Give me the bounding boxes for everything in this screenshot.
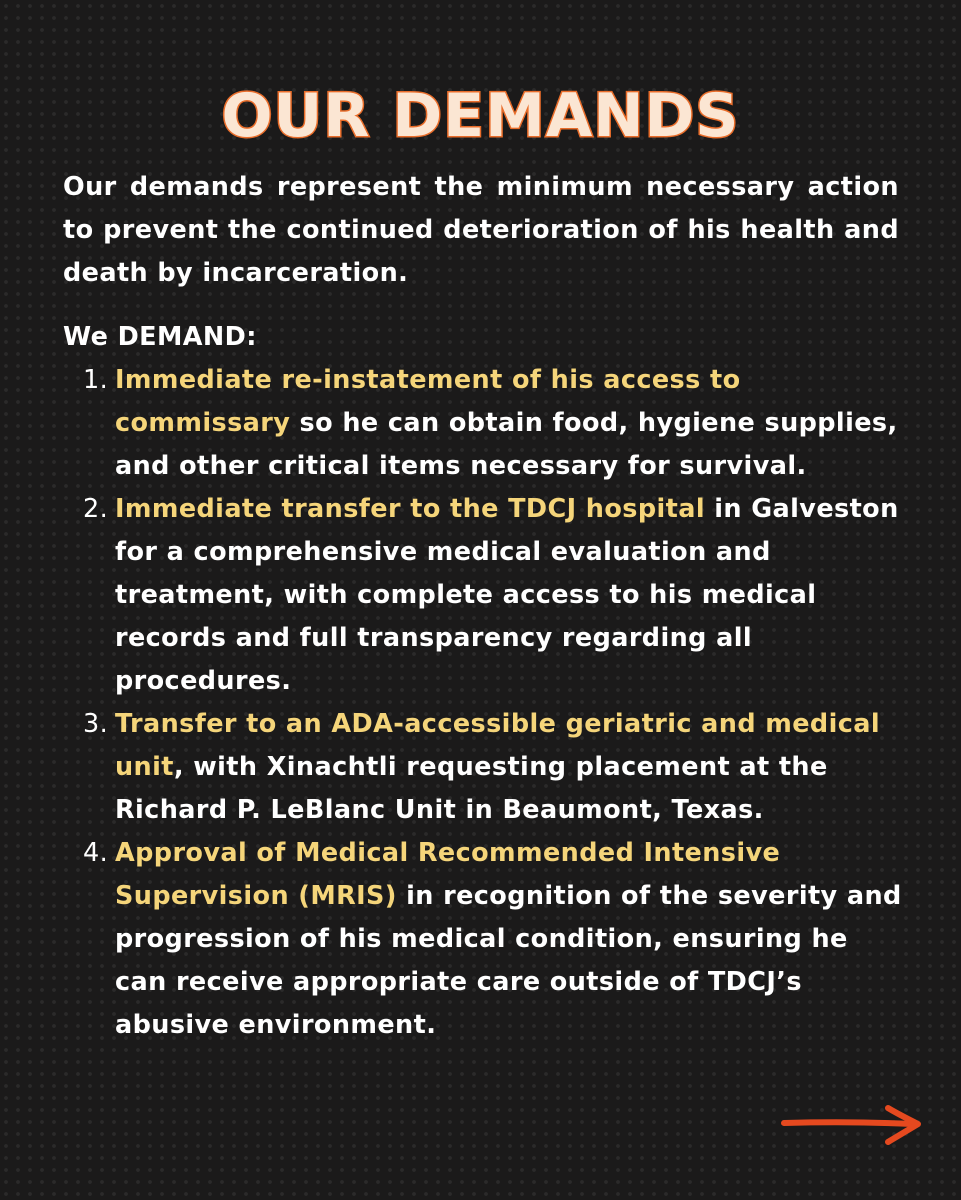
demand-highlight: Transfer to an ADA-accessible geriatric and medical unit [115, 709, 880, 782]
demand-text: , with Xinachtli requesting placement at the Richard P. LeBlanc Unit in Beaumont, Texas. [115, 752, 828, 825]
demand-number: 3. [83, 709, 109, 739]
demand-text: in recognition of the severity and progression of his medical condition, ensuring he can receive appropriate care outside of TDCJ’s abusive environment. [115, 881, 902, 1040]
demand-list [63, 359, 908, 1047]
demand-highlight: Immediate transfer to the TDCJ hospital [115, 494, 705, 524]
demand-item [63, 703, 908, 832]
demand-number: 2. [83, 494, 109, 524]
demand-number: 1. [83, 365, 109, 395]
demand-header: We DEMAND: [63, 322, 257, 352]
demand-text: so he can obtain food, hygiene supplies, and other critical items necessary for survival. [115, 408, 898, 481]
demand-highlight: Immediate re-instatement of his access to commissary [115, 365, 741, 438]
demand-item [63, 832, 908, 1047]
intro-paragraph: Our demands represent the minimum necessary action to prevent the continued deterioration of his health and death by incarceration. [63, 172, 899, 288]
arrow-right-icon[interactable] [780, 1100, 926, 1150]
demand-item [63, 488, 908, 703]
demand-highlight: Approval of Medical Recommended Intensive Supervision (MRIS) [115, 838, 781, 911]
page-title: OUR DEMANDS [221, 81, 740, 151]
demand-text: in Galveston for a comprehensive medical evaluation and treatment, with complete access to his medical records and full transparency regarding all procedures. [115, 494, 899, 696]
demand-number: 4. [83, 838, 109, 868]
demand-item [63, 359, 908, 488]
